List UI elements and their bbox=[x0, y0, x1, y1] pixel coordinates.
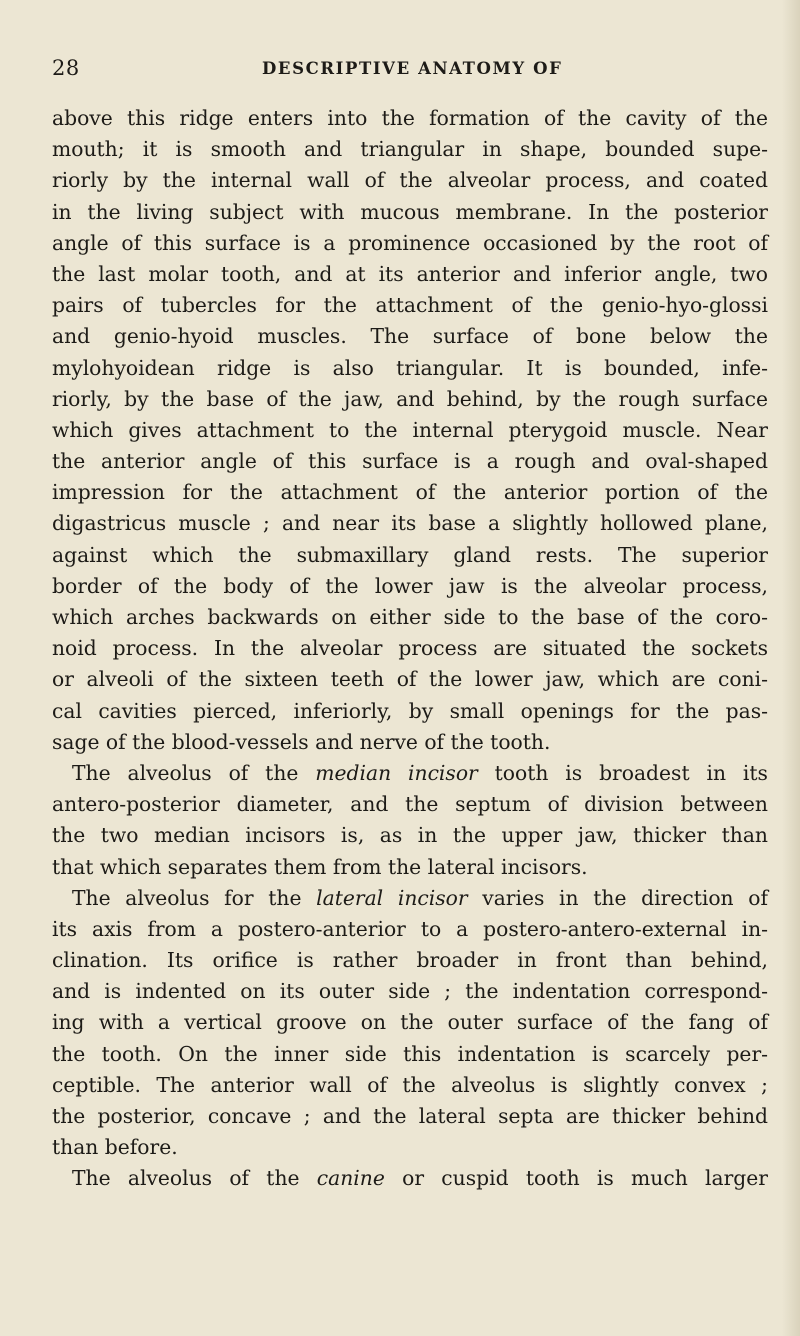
text-line: its axis from a postero-anterior to a postero-antero-external in- bbox=[52, 916, 768, 941]
text-line: digastricus muscle ; and near its base a slightly hollowed plane, bbox=[52, 511, 768, 536]
text-line: riorly by the internal wall of the alveolar process, and coated bbox=[52, 168, 768, 193]
paragraph-first-line bbox=[52, 883, 768, 914]
text-run: The alveolus of the bbox=[72, 760, 299, 785]
text-line: or alveoli of the sixteen teeth of the lower jaw, which are coni- bbox=[52, 667, 768, 692]
paragraph-first-line bbox=[52, 1163, 768, 1194]
text-line: antero-posterior diameter, and the septum of division between bbox=[52, 792, 768, 817]
text-line: the tooth. On the inner side this indentation is scarcely per- bbox=[52, 1041, 768, 1066]
text-line: against which the submaxillary gland rests. The superior bbox=[52, 542, 768, 567]
italic-term: median incisor bbox=[315, 760, 478, 785]
text-line: noid process. In the alveolar process are situated the sockets bbox=[52, 636, 768, 661]
text-line: angle of this surface is a prominence occasioned by the root of bbox=[52, 230, 768, 255]
text-run: The alveolus of the bbox=[72, 1166, 300, 1191]
text-line: mouth; it is smooth and triangular in shape, bounded supe- bbox=[52, 137, 768, 162]
text-line: which arches backwards on either side to the base of the coro- bbox=[52, 605, 768, 629]
running-head bbox=[52, 56, 772, 86]
text-line: riorly, by the base of the jaw, and behind, by the rough surface bbox=[52, 386, 768, 411]
text-line: cal cavities pierced, inferiorly, by small openings for the pas- bbox=[52, 698, 768, 723]
running-head-title: DESCRIPTIVE ANATOMY OF bbox=[262, 59, 563, 78]
text-line: than before. bbox=[52, 1135, 178, 1160]
text-line: in the living subject with mucous membrane. In the posterior bbox=[52, 199, 768, 224]
text-line: sage of the blood-vessels and nerve of the tooth. bbox=[52, 729, 551, 754]
italic-term: canine bbox=[316, 1166, 385, 1191]
text-run: or cuspid tooth is much larger bbox=[402, 1166, 768, 1191]
text-line: the posterior, concave ; and the lateral septa are thicker behind bbox=[52, 1104, 768, 1128]
text-line: ceptible. The anterior wall of the alveolus is slightly convex ; bbox=[52, 1072, 768, 1097]
text-run: The alveolus for the bbox=[72, 885, 302, 910]
italic-term: lateral incisor bbox=[316, 885, 468, 910]
text-line: above this ridge enters into the formation of the cavity of the bbox=[52, 106, 768, 130]
text-line: ing with a vertical groove on the outer surface of the fang of bbox=[52, 1010, 768, 1035]
text-run: tooth is broadest in its bbox=[494, 760, 768, 785]
text-line: pairs of tubercles for the attachment of the genio-hyo-glossi bbox=[52, 293, 768, 318]
page-edge-shadow bbox=[782, 0, 800, 1336]
body-text bbox=[52, 103, 768, 1195]
text-line: and is indented on its outer side ; the indentation correspond- bbox=[52, 979, 768, 1004]
text-line: the last molar tooth, and at its anterior and inferior angle, two bbox=[52, 261, 768, 286]
text-line: that which separates them from the lateral incisors. bbox=[52, 854, 588, 879]
text-line: border of the body of the lower jaw is the alveolar process, bbox=[52, 573, 768, 598]
page-number: 28 bbox=[52, 56, 80, 80]
paragraph-first-line bbox=[52, 758, 768, 789]
text-line: the two median incisors is, as in the upper jaw, thicker than bbox=[52, 823, 768, 848]
text-line: which gives attachment to the internal pterygoid muscle. Near bbox=[52, 417, 768, 442]
text-run: varies in the direction of bbox=[482, 885, 769, 910]
text-line: and genio-hyoid muscles. The surface of bone below the bbox=[52, 324, 768, 349]
text-line: clination. Its orifice is rather broader in front than behind, bbox=[52, 948, 768, 973]
text-line: the anterior angle of this surface is a rough and oval-shaped bbox=[52, 449, 768, 474]
text-line: mylohyoidean ridge is also triangular. It is bounded, infe- bbox=[52, 355, 768, 380]
text-line: impression for the attachment of the anterior portion of the bbox=[52, 480, 768, 505]
